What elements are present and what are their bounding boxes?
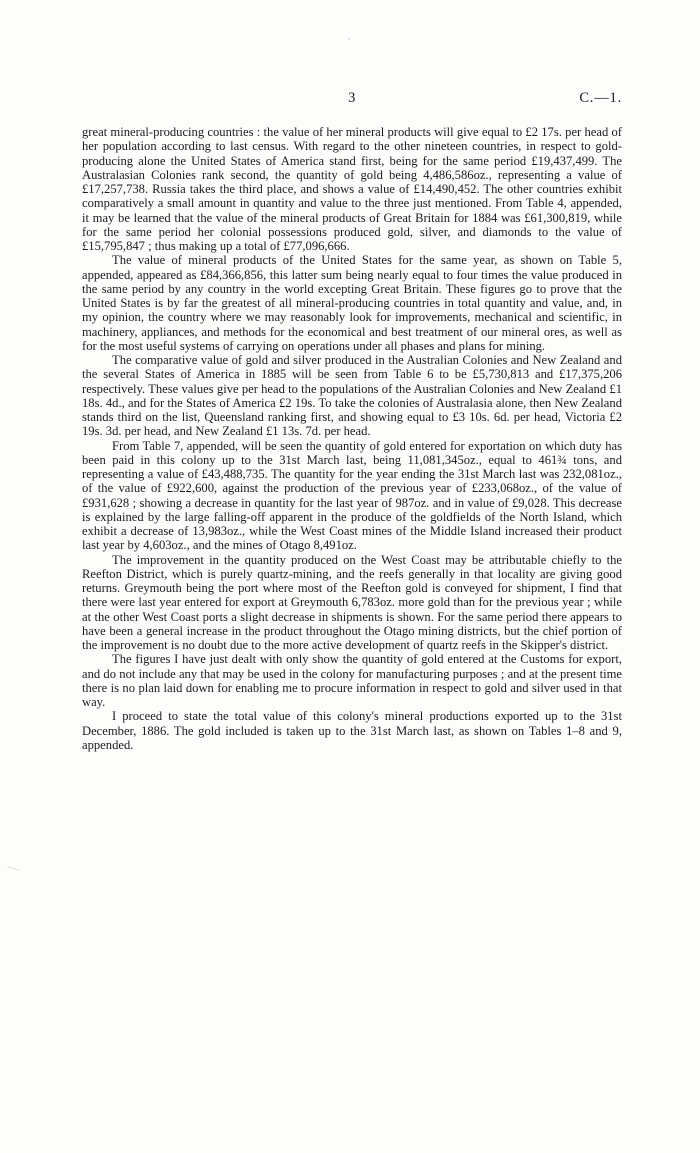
paper-speck [348,38,350,40]
paragraph-gold-export: From Table 7, appended, will be seen the quantity of gold entered for exportation on which duty has been paid in this colony up to the 31st March last, being 11,081,345oz., equal to 461¾ tons, and representing a value of £43,488,735. The quantity for the year ending the 31st March last was 232,081oz., of the value of £922,600, against the production of the previous year of £233,068oz., of the value of £931,628 ; showing a decrease in quantity for the last year of 987oz. and in value of £9,028. This decrease is explained by the large falling-off apparent in the produce of the goldfields of the North Island, which exhibit a decrease of 13,983oz., while the West Coast mines of the Middle Island increased their product last year by 4,603oz., and the mines of Otago 8,491oz. [82,438,622,553]
body-text [82,125,622,752]
page-number: 3 [348,90,356,106]
paragraph-comparative-value: The comparative value of gold and silver produced in the Australian Colonies and New Zealand and the several States of America in 1885 will be seen from Table 6 to be £5,730,813 and £17,375,206 respectively. These values give per head to the populations of the Australian Colonies and New Zealand £1 18s. 4d., and for the States of America £2 19s. To take the colonies of Australasia alone, then New Zealand stands third on the list, Queensland ranking first, and showing equal to £3 10s. 6d. per head, Victoria £2 19s. 3d. per head, and New Zealand £1 13s. 7d. per head. [82,353,622,439]
paragraph-united-states: The value of mineral products of the United States for the same year, as shown on Table 5, appended, appeared as £84,366,856, this latter sum being nearly equal to four times the value produced in the same period by any country in the world excepting Great Britain. These figures go to prove that the United States is by far the greatest of all mineral-producing countries in total quantity and value, and, in my opinion, the country where we may reasonably look for improvements, mechanical and scientific, in machinery, appliances, and methods for the economical and best treatment of our mineral ores, as well as for the most useful systems of carrying on operations under all phases and plans for mining. [82,253,622,353]
paragraph-customs-figures: The figures I have just dealt with only show the quantity of gold entered at the Customs for export, and do not include any that may be used in the colony for manufacturing purposes ; and at the present time there is no plan laid down for enabling me to procure information in respect to gold and silver used in that way. [82,652,622,709]
document-reference: C.—1. [579,90,622,106]
paragraph-continuation: great mineral-producing countries : the value of her mineral products will give equal to £2 17s. per head of her population according to last census. With regard to the other nineteen countries, in respect to gold-producing alone the United States of America stand first, being for the same period £19,437,499. The Australasian Colonies rank second, the quantity of gold being 4,486,586oz., representing a value of £17,257,738. Russia takes the third place, and shows a value of £14,490,452. The other countries exhibit comparatively a small amount in quantity and value to the three just mentioned. From Table 4, appended, it may be learned that the value of the mineral products of Great Britain for 1884 was £61,300,819, while for the same period her colonial possessions produced gold, silver, and diamonds to the value of £15,795,847 ; thus making up a total of £77,096,666. [82,125,622,253]
margin-mark [5,866,20,877]
paragraph-west-coast: The improvement in the quantity produced on the West Coast may be attributable chiefly to the Reefton District, which is purely quartz-mining, and the reefs generally in that locality are giving good returns. Greymouth being the port where most of the Reefton gold is conveyed for shipment, I find that there were last year entered for export at Greymouth 6,783oz. more gold than for the previous year ; while at the other West Coast ports a slight decrease in shipments is shown. For the same period there appears to have been a general increase in the product throughout the Otago mining districts, but the chief portion of the improvement is no doubt due to the more active development of quartz reefs in the Skipper's district. [82,552,622,652]
page-header [82,90,622,110]
paragraph-total-value: I proceed to state the total value of this colony's mineral productions exported up to the 31st December, 1886. The gold included is taken up to the 31st March last, as shown on Tables 1–8 and 9, appended. [82,709,622,752]
